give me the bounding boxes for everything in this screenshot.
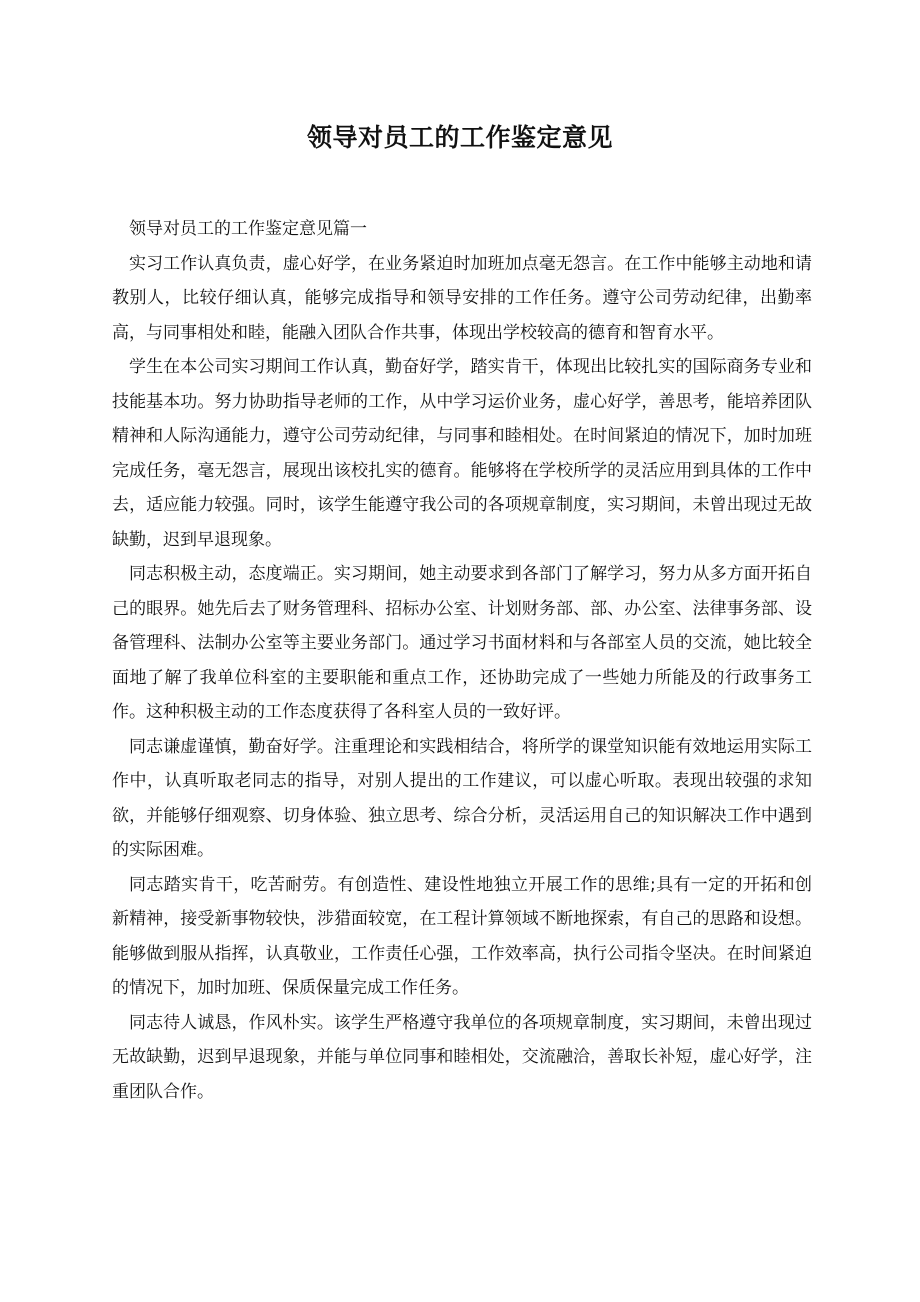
document-title: 领导对员工的工作鉴定意见 — [306, 123, 613, 152]
paragraph-2: 学生在本公司实习期间工作认真，勤奋好学，踏实肯干，体现出比较扎实的国际商务专业和技能基本功。努力协助指导老师的工作，从中学习运价业务，虚心好学，善思考，能培养团队精神和人际沟通能力，遵守公司劳动纪律，与同事和睦相处。在时间紧迫的情况下，加时加班完成任务，毫无怨言，展现出该校扎实的德育。能够将在学校所学的灵活应用到具体的工作中去，适应能力较强。同时，该学生能遵守我公司的各项规章制度，实习期间，未曾出现过无故缺勤，迟到早退现象。 — [112, 357, 812, 550]
paragraph-6: 同志待人诚恳，作风朴实。该学生严格遵守我单位的各项规章制度，实习期间，未曾出现过无故缺勤，迟到早退现象，并能与单位同事和睦相处，交流融洽，善取长补短，虚心好学，注重团队合作。 — [112, 1012, 812, 1102]
paragraph-3: 同志积极主动，态度端正。实习期间，她主动要求到各部门了解学习，努力从多方面开拓自己的眼界。她先后去了财务管理科、招标办公室、计划财务部、部、办公室、法律事务部、设备管理科、法制办公室等主要业务部门。通过学习书面材料和与各部室人员的交流，她比较全面地了解了我单位科室的主要职能和重点工作，还协助完成了一些她力所能及的行政事务工作。这种积极主动的工作态度获得了各科室人员的一致好评。 — [112, 564, 812, 722]
paragraph-5: 同志踏实肯干，吃苦耐劳。有创造性、建设性地独立开展工作的思维;具有一定的开拓和创新精神，接受新事物较快，涉猎面较宽，在工程计算领域不断地探索，有自己的思路和设想。能够做到服从指挥，认真敬业，工作责任心强，工作效率高，执行公司指令坚决。在时间紧迫的情况下，加时加班、保质保量完成工作任务。 — [112, 874, 812, 998]
paragraph-1: 实习工作认真负责，虚心好学，在业务紧迫时加班加点毫无怨言。在工作中能够主动地和请教别人，比较仔细认真，能够完成指导和领导安排的工作任务。遵守公司劳动纪律，出勤率高，与同事相处和睦，能融入团队合作共事，体现出学校较高的德育和智育水平。 — [112, 253, 812, 343]
paragraph-4: 同志谦虚谨慎，勤奋好学。注重理论和实践相结合，将所学的课堂知识能有效地运用实际工作中，认真听取老同志的指导，对别人提出的工作建议，可以虚心听取。表现出较强的求知欲，并能够仔细观察、切身体验、独立思考、综合分析，灵活运用自己的知识解决工作中遇到的实际困难。 — [112, 736, 812, 860]
document-body — [112, 212, 812, 1109]
section-heading: 领导对员工的工作鉴定意见篇一 — [129, 219, 367, 239]
